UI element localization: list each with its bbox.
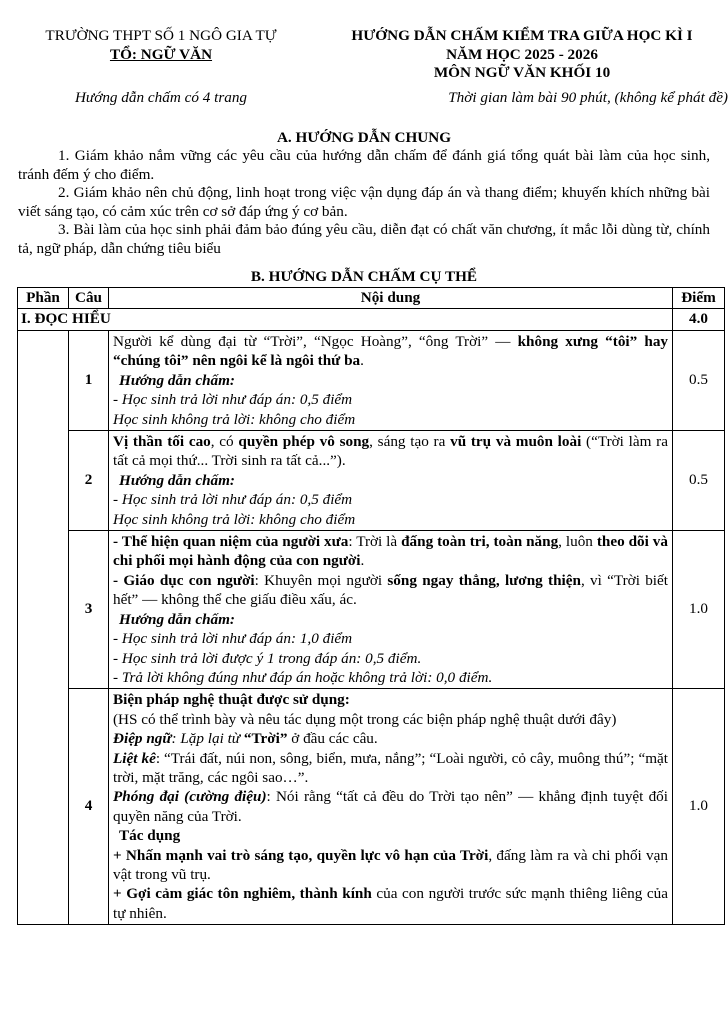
answer-text: của con người trước sức mạnh thiêng liêng của tự nhiên. [113,885,669,922]
answer-text: . [360,552,365,570]
question-score: 1.0 [673,531,725,689]
question-content [109,531,673,689]
answer-key-text: đấng toàn tri, toàn năng [401,533,559,551]
col-header-part: Phần [18,288,69,309]
section-general-guidance [0,129,728,258]
answer-key-text: - Giáo dục con người [113,571,255,589]
technique-name: Phóng đại (cường điệu) [113,788,267,806]
grading-rule: - Học sinh trả lời như đáp án: 0,5 điểm [113,391,353,409]
grading-rule: - Trả lời không đúng như đáp án hoặc không trả lời: 0,0 điểm. [113,668,493,686]
answer-text: , luôn [558,533,597,551]
part-label: I. ĐỌC HIỂU [18,309,673,331]
question-number: 4 [69,689,109,925]
table-header-row [18,288,725,309]
answer-text: ở đầu các câu. [287,730,378,748]
answer-key-text: “Trời” [243,730,288,748]
subject-grade: MÔN NGỮ VĂN KHỐI 10 [433,64,611,81]
techniques-note: (HS có thể trình bày và nêu tác dụng một trong các biện pháp nghệ thuật dưới đây) [113,710,617,728]
question-content [109,331,673,431]
school-block [16,27,306,64]
title-block [318,27,726,83]
section-b-title: B. HƯỚNG DẪN CHẤM CỤ THỂ [250,268,478,285]
answer-key-text: quyền phép vô song [238,433,370,451]
answer-text: : Nói rằng “tất cả đều do Trời tạo nên” — khẳng định tuyệt đối quyền năng của Trời. [113,788,668,825]
answer-text: , có [210,433,239,451]
section-a-title: A. HƯỚNG DẪN CHUNG [276,129,452,146]
duration-note: Thời gian làm bài 90 phút, (không kể phát đề) [448,89,728,106]
answer-key-text: + Gợi cảm giác tôn nghiêm, thành kính [113,885,372,903]
answer-key-text: vũ trụ và muôn loài [450,433,582,451]
answer-text: : Khuyên mọi người [254,571,388,589]
answer-key-text: sống ngay thẳng, lương thiện [387,571,581,589]
answer-key-text: Vị thần tối cao [113,433,211,451]
question-content [109,431,673,531]
answer-text: , đấng làm ra và chi phối vạn vật trong vũ trụ. [113,846,668,883]
col-header-question: Câu [69,288,109,309]
guidance-paragraph: 3. Bài làm của học sinh phải đảm bảo đúng yêu cầu, diễn đạt có chất văn chương, ít mắc lỗi dùng từ, chính tả, ngữ pháp, dẫn chứng tiêu biểu [18,221,710,257]
grading-guide-label: Hướng dẫn chấm: [119,610,235,628]
guidance-paragraph: 1. Giám khảo nắm vững các yêu cầu của hướng dẫn chấm để đánh giá tổng quát bài làm của học sinh, tránh đếm ý cho điểm. [18,147,710,183]
question-score: 0.5 [673,331,725,431]
grading-guide-label: Hướng dẫn chấm: [119,371,235,389]
document-header [0,0,728,110]
doc-title: HƯỚNG DẪN CHẤM KIỂM TRA GIỮA HỌC KÌ I [351,27,693,44]
technique-name: Liệt kê [113,749,156,767]
school-year: NĂM HỌC 2025 - 2026 [446,45,598,63]
question-row-2 [18,431,725,531]
part-row [18,309,725,331]
grading-table [17,287,725,925]
part-cell [18,331,69,925]
grading-rule: - Học sinh trả lời như đáp án: 1,0 điểm [113,630,353,648]
school-name: TRƯỜNG THPT SỐ 1 NGÔ GIA TỰ [45,27,277,44]
answer-key-text: theo dõi và chi phối mọi hành động của con người [113,533,668,570]
answer-text: : Trời là [348,533,402,551]
effect-heading: Tác dụng [119,827,181,845]
col-header-content: Nội dung [109,288,673,309]
answer-text: : Lặp lại từ [171,730,244,748]
answer-text: : “Trái đất, núi non, sông, biển, mưa, nắng”; “Loài người, cỏ cây, muông thú”; “mặt trời, mặt trăng, các ngôi sao…”. [113,749,668,786]
answer-text: , sáng tạo ra [369,433,451,451]
answer-key-text: - Thể hiện quan niệm của người xưa [113,533,349,551]
question-number: 3 [69,531,109,689]
guide-pages-note: Hướng dẫn chấm có 4 trang [74,89,248,106]
grading-rule: Học sinh không trả lời: không cho điểm [113,510,356,528]
col-header-score: Điểm [673,288,725,309]
answer-key-text: không xưng “tôi” hay “chúng tôi” nên ngôi kể là ngôi thứ ba [113,333,669,370]
answer-key-text: + Nhấn mạnh vai trò sáng tạo, quyền lực vô hạn của Trời [113,846,489,864]
question-content [109,689,673,925]
question-score: 0.5 [673,431,725,531]
grading-rule: Học sinh không trả lời: không cho điểm [113,410,356,428]
department-name: TỔ: NGỮ VĂN [109,45,213,63]
grading-guide-label: Hướng dẫn chấm: [119,471,235,489]
question-number: 1 [69,331,109,431]
question-score: 1.0 [673,689,725,925]
grading-rule: - Học sinh trả lời như đáp án: 0,5 điểm [113,491,353,509]
question-number: 2 [69,431,109,531]
guidance-paragraph: 2. Giám khảo nên chủ động, linh hoạt trong việc vận dụng đáp án và thang điểm; khuyến khích những bài viết sáng tạo, có cảm xúc trên cơ sở đáp ứng ý cơ bản. [18,184,710,220]
technique-name: Điệp ngữ [113,730,172,748]
question-row-1 [18,331,725,431]
question-row-4 [18,689,725,925]
answer-text: , vì “Trời biết hết” — không thể che giấu điều xấu, ác. [113,571,668,609]
question-row-3 [18,531,725,689]
answer-text-end: . [360,352,364,370]
answer-text: (“Trời làm ra tất cả mọi thứ... Trời sinh ra tất cả...”). [113,433,668,470]
grading-rule: - Học sinh trả lời được ý 1 trong đáp án: 0,5 điểm. [113,649,422,667]
answer-text: Người kể dùng đại từ “Trời”, “Ngọc Hoàng”, “ông Trời” — [113,333,518,350]
part-score: 4.0 [673,309,725,331]
techniques-heading: Biện pháp nghệ thuật được sử dụng: [113,691,350,709]
